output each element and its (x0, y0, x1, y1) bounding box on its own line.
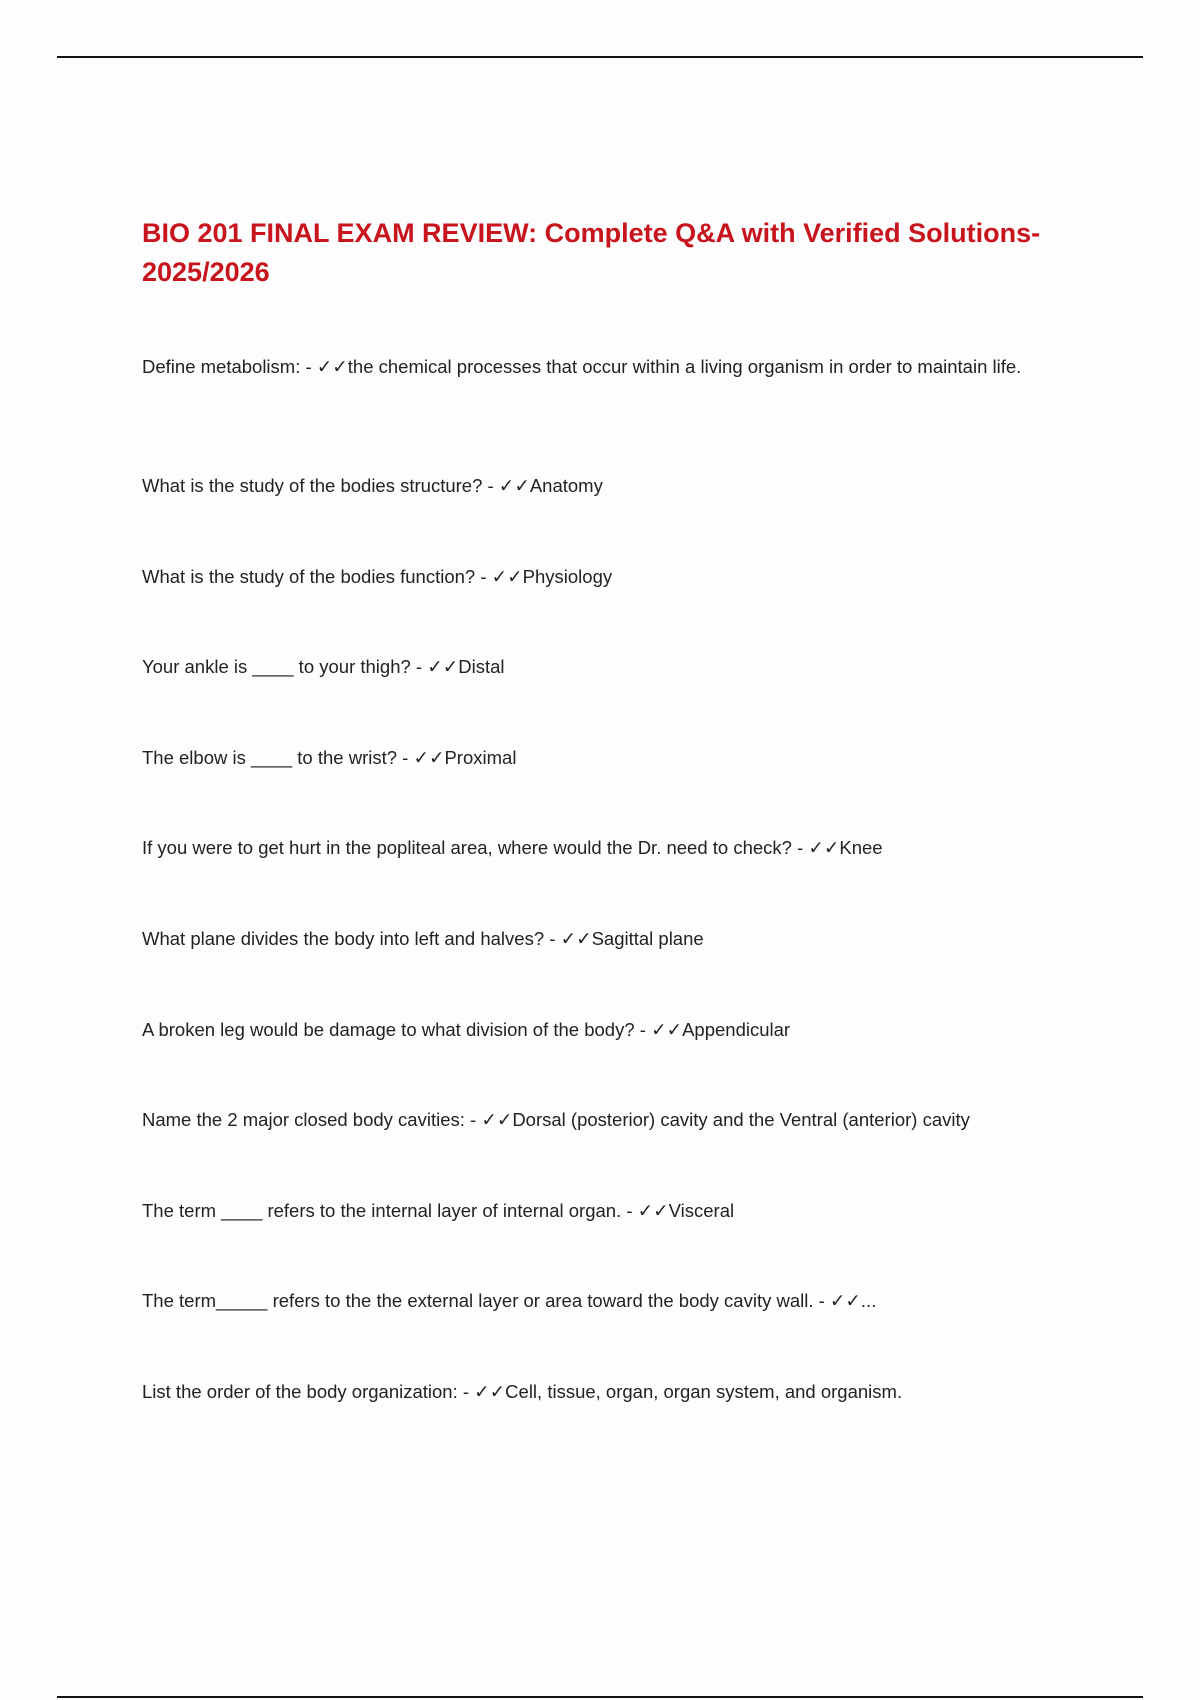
header-rule (57, 56, 1143, 58)
qa-item-9: Name the 2 major closed body cavities: - ✓✓Dorsal (posterior) cavity and the Ventral (anterior) cavity (142, 1109, 970, 1130)
qa-item-11: The term_____ refers to the the external layer or area toward the body cavity wall. - ✓✓... (142, 1290, 877, 1311)
qa-item-5: The elbow is ____ to the wrist? - ✓✓Proximal (142, 747, 517, 768)
document-title: BIO 201 FINAL EXAM REVIEW: Complete Q&A with Verified Solutions-2025/2026 (142, 218, 1041, 287)
qa-item-7: What plane divides the body into left and halves? - ✓✓Sagittal plane (142, 928, 704, 949)
footer-rule (57, 1696, 1143, 1698)
qa-item-3: What is the study of the bodies function? - ✓✓Physiology (142, 566, 613, 587)
qa-item-4: Your ankle is ____ to your thigh? - ✓✓Distal (142, 656, 505, 677)
qa-item-8: A broken leg would be damage to what division of the body? - ✓✓Appendicular (142, 1019, 791, 1040)
qa-item-12: List the order of the body organization: - ✓✓Cell, tissue, organ, organ system, and organism. (142, 1381, 903, 1402)
qa-item-1: Define metabolism: - ✓✓the chemical processes that occur within a living organism in order to maintain life. (142, 356, 1022, 377)
qa-item-10: The term ____ refers to the internal layer of internal organ. - ✓✓Visceral (142, 1200, 735, 1221)
qa-item-6: If you were to get hurt in the popliteal area, where would the Dr. need to check? - ✓✓Knee (142, 837, 883, 858)
qa-item-2: What is the study of the bodies structure? - ✓✓Anatomy (142, 475, 603, 496)
